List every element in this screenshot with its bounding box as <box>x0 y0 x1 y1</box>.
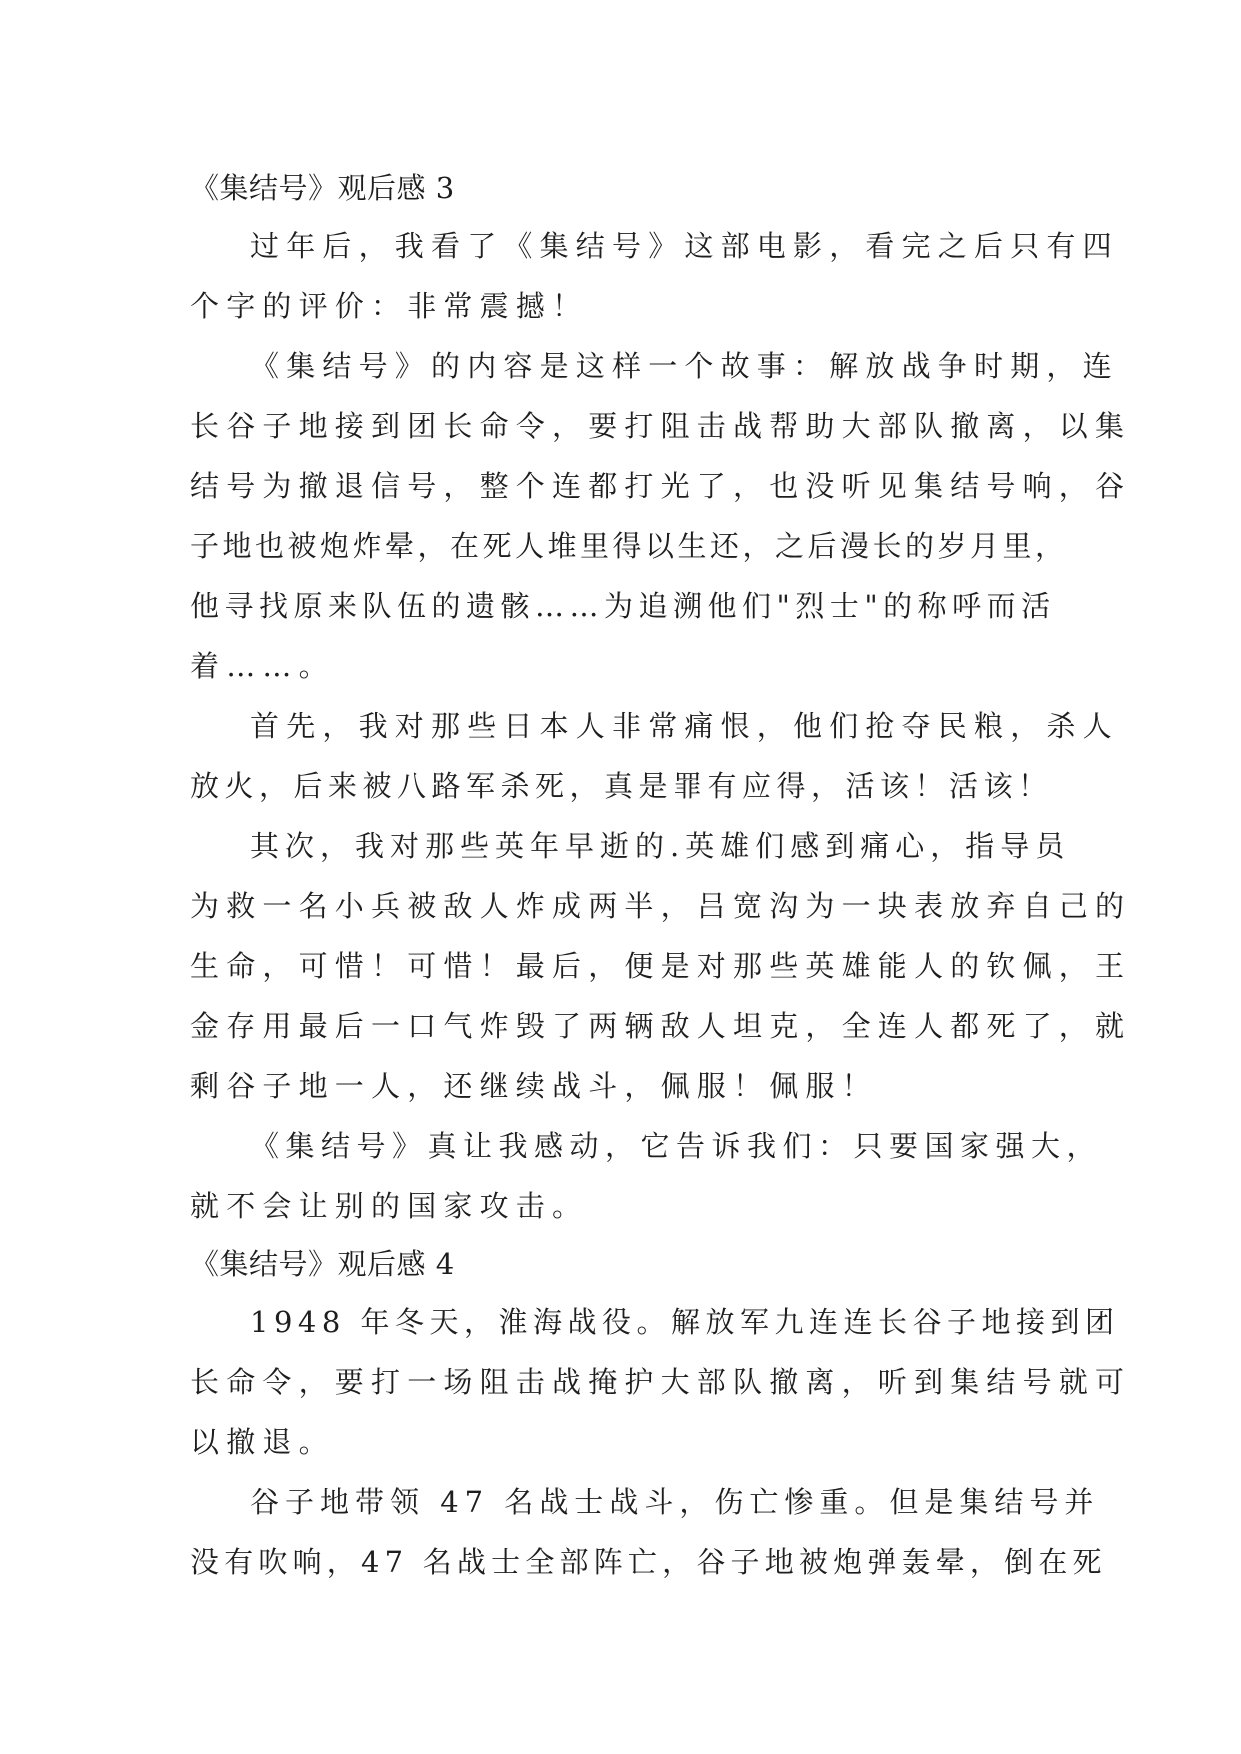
paragraph-line: 金存用最后一口气炸毁了两辆敌人坦克，全连人都死了，就 <box>190 1009 1132 1043</box>
paragraph-line: 《集结号》的内容是这样一个故事：解放战争时期，连 <box>250 349 1119 383</box>
section-title: 《集结号》观后感 4 <box>190 1247 455 1281</box>
paragraph-line: 过年后，我看了《集结号》这部电影，看完之后只有四 <box>250 229 1119 263</box>
paragraph-line: 个字的评价：非常震撼！ <box>190 289 589 323</box>
paragraph-line: 子地也被炮炸晕，在死人堆里得以生还，之后漫长的岁月里， <box>190 529 1068 563</box>
paragraph-line: 他寻找原来队伍的遗骸……为追溯他们"烈士"的称呼而活 <box>190 589 1056 623</box>
paragraph-line: 为救一名小兵被敌人炸成两半，吕宽沟为一块表放弃自己的 <box>190 889 1132 923</box>
paragraph-line: 长命令，要打一场阻击战掩护大部队撤离，听到集结号就可 <box>190 1365 1132 1399</box>
paragraph-line: 生命，可惜！可惜！最后，便是对那些英雄能人的钦佩，王 <box>190 949 1132 983</box>
document-page <box>190 160 1132 1592</box>
section-title: 《集结号》观后感 3 <box>190 171 455 205</box>
paragraph-line: 着……。 <box>190 649 335 683</box>
paragraph-line: 放火，后来被八路军杀死，真是罪有应得，活该！活该！ <box>190 769 1053 803</box>
paragraph-line: 1948 年冬天，淮海战役。解放军九连连长谷子地接到团 <box>250 1305 1120 1339</box>
paragraph-line: 就不会让别的国家攻击。 <box>190 1189 589 1223</box>
paragraph-line: 以撤退。 <box>190 1425 335 1459</box>
paragraph-line: 首先，我对那些日本人非常痛恨，他们抢夺民粮，杀人 <box>250 709 1119 743</box>
paragraph-line: 长谷子地接到团长命令，要打阻击战帮助大部队撤离，以集 <box>190 409 1132 443</box>
paragraph-line: 剩谷子地一人，还继续战斗，佩服！佩服！ <box>190 1069 878 1103</box>
paragraph-line: 结号为撤退信号，整个连都打光了，也没听见集结号响，谷 <box>190 469 1132 503</box>
paragraph-line: 谷子地带领 47 名战士战斗，伤亡惨重。但是集结号并 <box>250 1485 1100 1519</box>
paragraph-line: 没有吹响，47 名战士全部阵亡，谷子地被炮弹轰晕，倒在死 <box>190 1545 1107 1579</box>
paragraph-line: 其次，我对那些英年早逝的.英雄们感到痛心，指导员 <box>250 829 1071 863</box>
paragraph-line: 《集结号》真让我感动，它告诉我们：只要国家强大， <box>250 1129 1103 1163</box>
